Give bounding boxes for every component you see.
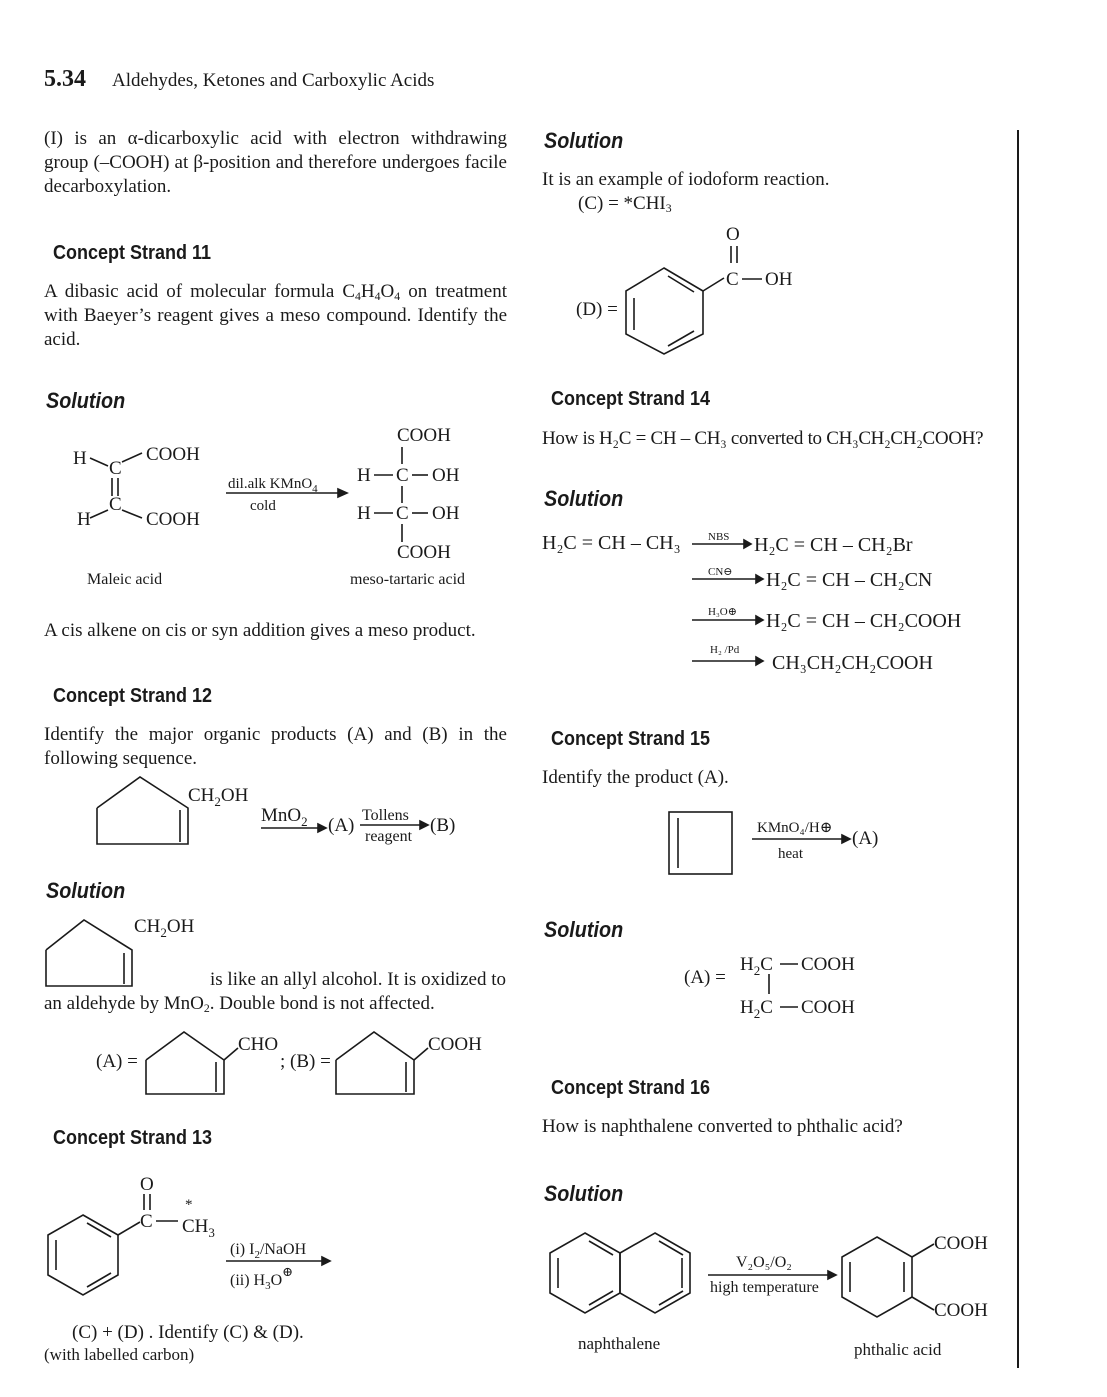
naph-d2	[589, 1241, 613, 1255]
concept-strand-13-heading: Concept Strand 13	[53, 1127, 213, 1149]
cs13-reagent-i: (i) $I_2$/NaOH	[230, 1241, 307, 1261]
tartaric-oh-2: OH	[432, 503, 460, 524]
maleic-cooh-top: COOH	[146, 444, 200, 465]
succinic-h2c-top: $H_2C$	[740, 954, 773, 978]
benzoic-bond-c	[703, 278, 724, 291]
sol12-line2-b: . Double bond is not affected.	[209, 993, 435, 1014]
intro-paragraph: (I) is an α-dicarboxylic acid with electron withdrawing group (–COOH) at β-position and therefore undergoes facile decarboxylation.	[44, 128, 507, 197]
benzoic-o: O	[726, 224, 740, 245]
phthalic-ring	[842, 1237, 912, 1317]
cs13-o: O	[140, 1174, 154, 1195]
cold-reagent: cold	[250, 498, 276, 514]
cs12-arrow2-head	[420, 821, 428, 829]
sol12-products	[96, 1030, 516, 1100]
cis-alkene-note: A cis alkene on cis or syn addition gives a meso product.	[44, 620, 476, 641]
cs11-text-b: on treatment with Baeyer’s reagent gives a meso compound. Identify the acid.	[44, 281, 507, 350]
cs12-tollens: Tollens	[362, 807, 409, 824]
phth-bond-bottom	[912, 1297, 934, 1310]
sol12-cooh: COOH	[428, 1034, 482, 1055]
cs14-question: How is H₂C = CH – CH₃ converted to CH₃CH₂CH₂COOH?	[542, 428, 984, 449]
sol15-a-label: (A) =	[684, 967, 726, 988]
sol14-reagent-3: H₃O⊕	[708, 606, 737, 618]
sol12-b-label: ; (B) =	[280, 1051, 331, 1072]
maleic-c-bottom: C	[109, 494, 122, 515]
cs12-mno2: MnO$_2$	[261, 805, 308, 829]
solution-14-heading: Solution	[544, 486, 624, 511]
sol13-d-label: (D) =	[576, 299, 618, 320]
column-rule	[1017, 130, 1019, 1368]
phthalic-acid-label: phthalic acid	[854, 1340, 942, 1359]
cs12-ring	[97, 777, 188, 844]
cs13-benzene-d2	[87, 1223, 111, 1237]
naph-d4	[659, 1241, 683, 1255]
sol12-a-label: (A) =	[96, 1051, 138, 1072]
cs13-arrow-head	[322, 1257, 330, 1265]
benzoic-acid-structure	[576, 222, 836, 362]
kmno4-reagent: dil.alk KMnO$_4$	[228, 476, 318, 495]
sol16-reagent-top: V₂O₅/O₂	[736, 1254, 792, 1271]
sol12-line2-a: an aldehyde by MnO	[44, 993, 204, 1014]
cs15-reagent-bottom: heat	[778, 846, 803, 862]
sol14-product-4: CH₃CH₂CH₂COOH	[772, 652, 933, 674]
chapter-title: Aldehydes, Ketones and Carboxylic Acids	[112, 70, 435, 91]
naphthalene-ring-1	[550, 1233, 620, 1313]
cs12-product-b: (B)	[430, 815, 456, 836]
maleic-bond-h-bottom	[90, 510, 108, 518]
cs13-star: *	[185, 1197, 193, 1213]
benzoic-ring	[626, 268, 703, 354]
cs13-reagent-ii: (ii) $H_3O^\oplus$	[230, 1264, 294, 1292]
sol12-a-ring	[146, 1032, 224, 1094]
page-number: 5.34	[44, 66, 86, 92]
sol12-line1: is like an allyl alcohol. It is oxidized to	[210, 969, 507, 990]
cs13-benzene-d3	[87, 1273, 111, 1287]
cs13-bond-ring-c	[118, 1222, 140, 1235]
sol14-product-3: H₂C = CH – CH₂COOH	[766, 610, 962, 632]
naph-d6	[659, 1291, 683, 1305]
tartaric-h-2: H	[357, 503, 371, 524]
tartaric-cooh-bottom: COOH	[397, 542, 451, 563]
meso-tartaric-label: meso-tartaric acid	[350, 571, 466, 588]
sol14-reagent-2: CN⊖	[708, 566, 733, 578]
cs15-reagent-top: KMnO₄/H⊕	[757, 820, 833, 836]
sol16-reagent-bottom: high temperature	[710, 1279, 819, 1296]
maleic-bond-cooh-top	[122, 453, 142, 462]
solution-15-heading: Solution	[544, 917, 624, 942]
benzoic-d3	[668, 331, 694, 346]
sol14-product-1: H₂C = CH – CH₂Br	[754, 534, 913, 556]
concept-strand-16-heading: Concept Strand 16	[551, 1077, 711, 1099]
sol12-b-bond	[414, 1048, 428, 1060]
cs13-scheme	[44, 1170, 344, 1310]
maleic-h-bottom: H	[77, 509, 91, 530]
concept-strand-12-text: Identify the major organic products (A) and (B) in the following sequence.	[44, 724, 507, 769]
cs12-scheme	[90, 780, 490, 860]
sol12-a-bond	[224, 1048, 238, 1060]
sol14-start: H₂C = CH – CH₃	[542, 532, 681, 554]
solution-16-heading: Solution	[544, 1181, 624, 1206]
sol13-c-sub: 3	[665, 201, 672, 215]
maleic-cooh-bottom: COOH	[146, 509, 200, 530]
cs13-benzene	[48, 1215, 118, 1295]
naphthalene-label: naphthalene	[578, 1334, 661, 1353]
cs11-sub-3: 4	[394, 289, 401, 303]
sol12-line2	[44, 992, 507, 1016]
succinic-cooh-bottom: COOH	[801, 997, 855, 1018]
sol12-b-ring	[336, 1032, 414, 1094]
naphthalene-to-phthalic-scheme	[548, 1225, 1008, 1365]
solution-11-heading: Solution	[46, 388, 126, 413]
cs15-scheme	[668, 808, 898, 878]
cs13-text: (C) + (D) . Identify (C) & (D).	[72, 1322, 304, 1343]
naph-d3	[589, 1291, 613, 1305]
cs12-reagent: reagent	[365, 828, 413, 845]
cs12-arrow1-head	[318, 824, 326, 832]
maleic-bond-h-top	[90, 458, 108, 466]
concept-strand-11-text	[44, 280, 507, 352]
tartaric-cooh-top: COOH	[397, 425, 451, 446]
cs15-text: Identify the product (A).	[542, 767, 729, 788]
sol13-c-line	[578, 192, 672, 216]
maleic-c-top: C	[109, 458, 122, 479]
benzoic-oh: OH	[765, 269, 793, 290]
cs16-text: How is naphthalene converted to phthalic acid?	[542, 1116, 903, 1137]
cs13-c: C	[140, 1211, 153, 1232]
cs13-note: (with labelled carbon)	[44, 1345, 195, 1364]
maleic-h-top: H	[73, 448, 87, 469]
succinic-h2c-bottom: $H_2C$	[740, 997, 773, 1021]
cs11-h: H	[360, 281, 375, 302]
solution-13-heading: Solution	[544, 128, 624, 153]
sol12-cho: CHO	[238, 1034, 279, 1055]
maleic-acid-label: Maleic acid	[87, 571, 163, 588]
concept-strand-12-heading: Concept Strand 12	[53, 685, 213, 707]
sol14-product-2: H₂C = CH – CH₂CN	[766, 569, 933, 591]
tartaric-oh-1: OH	[432, 465, 460, 486]
phthalic-cooh-top: COOH	[934, 1233, 988, 1254]
cs11-sub-1: 4	[355, 289, 361, 303]
cs11-sub-2: 4	[374, 289, 381, 303]
benzoic-c: C	[726, 269, 739, 290]
concept-strand-14-heading: Concept Strand 14	[551, 388, 711, 410]
concept-strand-15-heading: Concept Strand 15	[551, 728, 711, 750]
phth-bond-top	[912, 1244, 934, 1257]
cs15-product: (A)	[852, 828, 879, 849]
tartaric-c-2: C	[396, 503, 409, 524]
sol12-ch2oh: $CH_2OH$	[134, 916, 195, 940]
cs11-o: O	[380, 281, 395, 302]
sol14-reagent-4: H₂ /Pd	[710, 644, 740, 656]
sol12-line2-sub: 2	[203, 1001, 210, 1015]
solution-12-heading: Solution	[46, 878, 126, 903]
tartaric-h-1: H	[357, 465, 371, 486]
maleic-bond-cooh-bottom	[122, 510, 142, 518]
cs12-product-a: (A)	[328, 815, 355, 836]
tartaric-c-1: C	[396, 465, 409, 486]
succinic-cooh-top: COOH	[801, 954, 855, 975]
cs13-ch3: $CH_3$	[182, 1216, 215, 1240]
sol12-ring	[46, 920, 132, 986]
succinic-acid-structure	[684, 948, 884, 1028]
sol14-reagent-1: NBS	[708, 531, 730, 543]
cs12-ch2oh: $CH_2OH$	[188, 785, 249, 809]
phthalic-cooh-bottom: COOH	[934, 1300, 988, 1321]
cs11-text-a: A dibasic acid of molecular formula C	[44, 281, 356, 302]
sol11-arrow-head	[338, 489, 347, 497]
concept-strand-11-heading: Concept Strand 11	[53, 242, 212, 264]
sol13-c-text: (C) = *CHI	[578, 193, 666, 214]
sol14-steps	[688, 525, 968, 685]
maleic-to-tartaric-scheme	[60, 420, 510, 595]
sol13-text: It is an example of iodoform reaction.	[542, 169, 830, 190]
naphthalene-ring-2	[620, 1233, 690, 1313]
